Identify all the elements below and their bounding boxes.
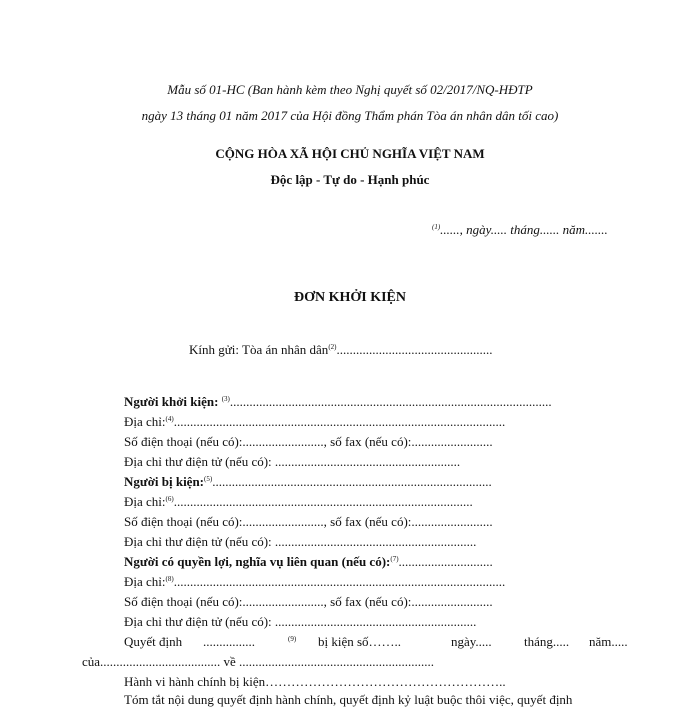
decision-year: năm.....: [589, 634, 628, 649]
footnote-marker: (3): [221, 395, 230, 403]
related-party-phone-line: Số điện thoại (nếu có):........................., số fax (nếu có):.........................: [124, 594, 493, 609]
national-slogan: Độc lập - Tự do - Hạnh phúc: [270, 172, 430, 187]
defendant-phone-line: Số điện thoại (nếu có):........................., số fax (nếu có):.........................: [124, 514, 493, 529]
decision-issuer-line: của..................................... về ............................................................: [82, 654, 435, 669]
defendant-line: [124, 474, 492, 490]
date-line: [432, 222, 608, 238]
related-party-label: Người có quyền lợi, nghĩa vụ liên quan (nếu có):: [124, 554, 391, 569]
address-label: Địa chỉ:: [124, 574, 166, 589]
decision-number: bị kiện số……..: [318, 634, 402, 649]
related-party-dots: .............................: [398, 554, 493, 569]
plaintiff-phone-line: Số điện thoại (nếu có):........................., số fax (nếu có):.........................: [124, 434, 493, 449]
decision-word: Quyết định: [124, 634, 183, 649]
defendant-dots: ......................................................................................: [212, 474, 492, 489]
address-dots: ............................................................................................: [173, 494, 473, 509]
address-dots: ......................................................................................................: [173, 574, 506, 589]
footnote-marker: (1): [432, 223, 441, 231]
document-title: ĐƠN KHỞI KIỆN: [293, 290, 406, 305]
plaintiff-address-line: [124, 414, 505, 430]
footnote-marker: (6): [165, 495, 174, 503]
footnote-marker: (2): [328, 343, 337, 351]
decision-month: tháng.....: [524, 634, 570, 649]
footnote-marker: (8): [165, 575, 174, 583]
recipient-line: [189, 342, 492, 358]
footnote-marker: (4): [165, 415, 174, 423]
plaintiff-email-line: Địa chỉ thư điện tử (nếu có): .........................................................: [124, 454, 461, 469]
footnote-marker: [288, 634, 296, 650]
national-motto: CỘNG HÒA XÃ HỘI CHỦ NGHĨA VIỆT NAM: [215, 146, 485, 161]
defendant-email-line: Địa chỉ thư điện tử (nếu có): ..............................................................: [124, 534, 477, 549]
address-label: Địa chỉ:: [124, 494, 166, 509]
summary-line: Tóm tắt nội dung quyết định hành chính, quyết định kỷ luật buộc thôi việc, quyết định: [124, 692, 573, 707]
footnote-number: (9): [288, 635, 297, 643]
date-text: ......, ngày..... tháng...... năm.......: [440, 222, 608, 237]
decision-day: ngày.....: [451, 634, 492, 649]
footnote-marker: (7): [390, 555, 399, 563]
form-number-line-2: ngày 13 tháng 01 năm 2017 của Hội đồng Thẩm phán Tòa án nhân dân tối cao): [141, 108, 559, 123]
defendant-label: Người bị kiện:: [124, 474, 205, 489]
form-number-line-1: Mẫu số 01-HC (Ban hành kèm theo Nghị quyết số 02/2017/NQ-HĐTP: [167, 82, 533, 97]
related-party-address-line: [124, 574, 505, 590]
administrative-act-line: Hành vi hành chính bị kiện………………………………………………..: [124, 674, 506, 689]
plaintiff-label: Người khởi kiện:: [124, 394, 219, 409]
plaintiff-line: [124, 394, 552, 410]
related-party-email-line: Địa chỉ thư điện tử (nếu có): ..............................................................: [124, 614, 477, 629]
address-label: Địa chỉ:: [124, 414, 166, 429]
recipient-label: Kính gửi: Tòa án nhân dân: [189, 342, 329, 357]
defendant-address-line: [124, 494, 473, 510]
footnote-marker: (5): [204, 475, 213, 483]
recipient-dots: ................................................: [336, 342, 493, 357]
decision-dots: ................: [203, 634, 255, 649]
address-dots: ......................................................................................................: [173, 414, 506, 429]
plaintiff-dots: ...................................................................................................: [229, 394, 552, 409]
related-party-line: [124, 554, 493, 570]
